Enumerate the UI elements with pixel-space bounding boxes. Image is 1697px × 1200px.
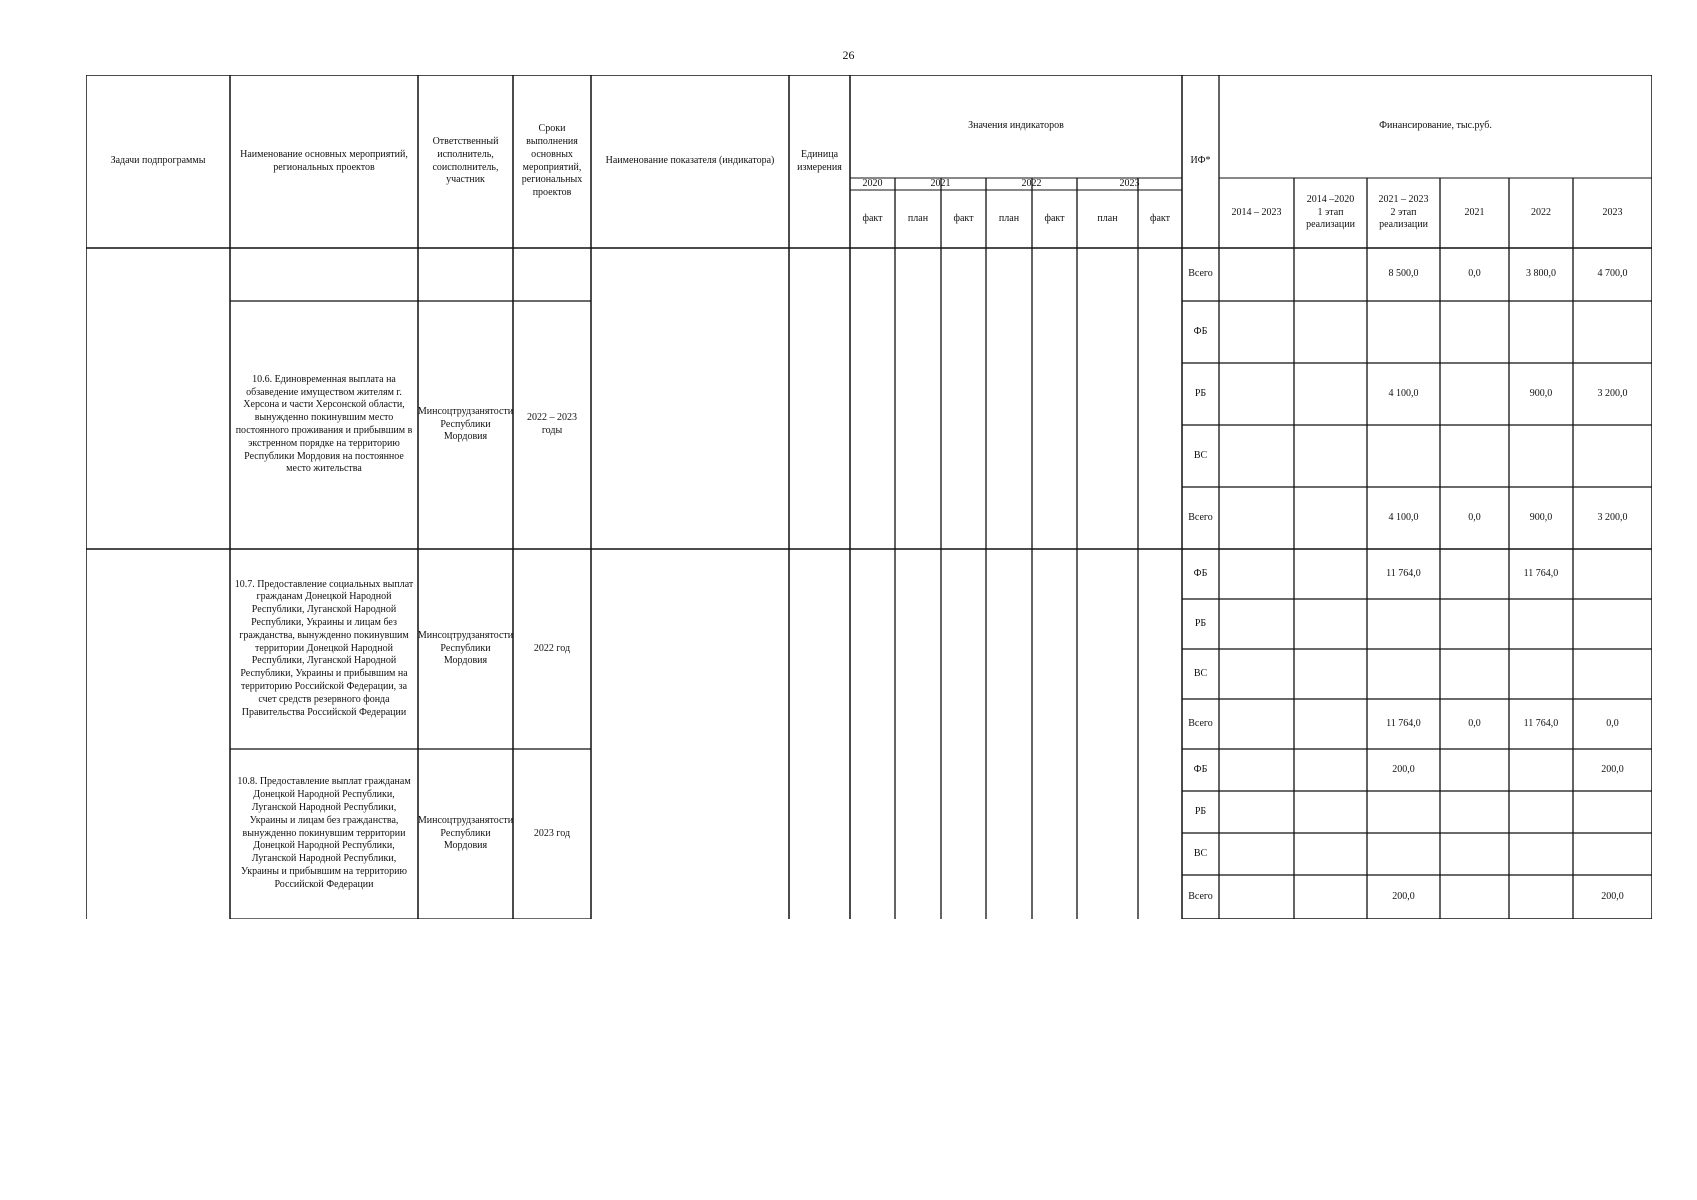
measure-executor: Минсоцтрудзанятости Республики Мордовия (417, 814, 514, 852)
header-year: 2021 (930, 177, 951, 189)
if-cell: ФБ (1193, 567, 1208, 579)
header-sub: факт (1149, 212, 1170, 224)
header-terms: Сроки выполнения основных мероприятий, региональных проектов (521, 123, 583, 199)
if-cell: Всего (1188, 511, 1213, 523)
header-fin-col: 2021 (1464, 206, 1485, 218)
header-fin-col: 2021 – 2023 2 этап реализации (1378, 193, 1429, 231)
header-measures: Наименование основных мероприятий, региональных проектов (240, 148, 408, 173)
header-fin-col: 2023 (1602, 206, 1623, 218)
financing-value: 4 700,0 (1597, 268, 1628, 280)
header-sub: факт (1044, 212, 1065, 224)
header-indicator: Наименование показателя (индикатора) (605, 155, 775, 167)
header-fin-col: 2014 –2020 1 этап реализации (1306, 193, 1355, 231)
header-fin-col: 2014 – 2023 (1231, 206, 1282, 218)
measure-terms: 2022 год (533, 642, 571, 654)
if-cell: РБ (1194, 805, 1207, 817)
financing-value: 11 764,0 (1386, 717, 1421, 729)
financing-value: 3 200,0 (1597, 511, 1628, 523)
financing-value: 11 764,0 (1523, 567, 1559, 579)
if-cell: Всего (1188, 717, 1213, 729)
header-executor: Ответственный исполнитель, соисполнитель, участник (432, 135, 499, 186)
header-sub: план (907, 212, 929, 224)
header-year: 2022 (1021, 177, 1042, 189)
header-sub: факт (953, 212, 974, 224)
financing-value: 200,0 (1601, 763, 1624, 775)
if-cell: РБ (1194, 387, 1207, 399)
if-cell: Всего (1188, 268, 1213, 280)
financing-value: 200,0 (1392, 763, 1415, 775)
financing-value: 4 100,0 (1388, 511, 1419, 523)
if-cell: ВС (1193, 667, 1208, 679)
financing-value: 200,0 (1392, 890, 1415, 902)
if-cell: ВС (1193, 847, 1208, 859)
header-if: ИФ* (1190, 155, 1211, 167)
financing-value: 0,0 (1468, 268, 1481, 280)
financing-value: 0,0 (1468, 511, 1481, 523)
header-sub: план (1097, 212, 1118, 224)
financing-value: 0,0 (1606, 717, 1619, 729)
header-tasks: Задачи подпрограммы (110, 155, 206, 167)
measure-executor: Минсоцтрудзанятости Республики Мордовия (417, 405, 514, 443)
header-financing: Финансирование, тыс.руб. (1379, 120, 1492, 132)
if-cell: РБ (1194, 617, 1207, 629)
header-year: 2020 (862, 177, 883, 189)
if-cell: ВС (1193, 449, 1208, 461)
measure-name: 10.8. Предоставление выплат гражданам Донецкой Народной Республики, Луганской Народной Республики, Украины и лицам без гражданства, вынужденно покинувшим территории Донецкой Народной Республики, Луганской Народной Республики, Украины и прибывшим на территорию Российской Федерации (237, 776, 411, 890)
page-number: 26 (842, 48, 855, 62)
measure-terms: 2023 год (533, 827, 571, 839)
header-fin-col: 2022 (1531, 206, 1551, 218)
financing-value: 11 764,0 (1523, 717, 1559, 729)
program-table (86, 75, 1652, 919)
header-sub: факт (862, 212, 883, 224)
financing-value: 8 500,0 (1388, 268, 1419, 280)
header-indicator-values: Значения индикаторов (968, 120, 1064, 132)
financing-value: 900,0 (1529, 387, 1553, 399)
measure-name: 10.7. Предоставление социальных выплат гражданам Донецкой Народной Республики, Луганской Народной Республики, Украины и лицам без гражданства, вынужденно покинувшим территории Донецкой Народной Республики, Луганской Народной Республики, Украины и прибывшим на территорию Российской Федерации, за счет средств резервного фонда Правительства Российской Федерации (234, 578, 414, 718)
if-cell: Всего (1188, 890, 1213, 902)
financing-value: 11 764,0 (1386, 567, 1421, 579)
financing-value: 200,0 (1601, 890, 1624, 902)
measure-name: 10.6. Единовременная выплата на обзаведение имуществом жителям г. Херсона и части Херсонской области, вынужденно покинувшим место постоянного проживания и прибывшим в экстренном порядке на территорию Республики Мордовия на постоянное место жительства (235, 373, 413, 475)
financing-value: 3 200,0 (1597, 387, 1628, 399)
financing-value: 4 100,0 (1388, 387, 1419, 399)
header-unit: Единица измерения (797, 148, 842, 173)
financing-value: 900,0 (1529, 511, 1553, 523)
if-cell: ФБ (1193, 763, 1208, 775)
financing-value: 0,0 (1468, 717, 1481, 729)
measure-terms: 2022 – 2023 годы (527, 412, 577, 436)
if-cell: ФБ (1193, 325, 1208, 337)
measure-executor: Минсоцтрудзанятости Республики Мордовия (417, 629, 514, 667)
financing-value: 3 800,0 (1526, 268, 1556, 280)
header-year: 2023 (1119, 177, 1140, 189)
header-sub: план (998, 212, 1020, 224)
